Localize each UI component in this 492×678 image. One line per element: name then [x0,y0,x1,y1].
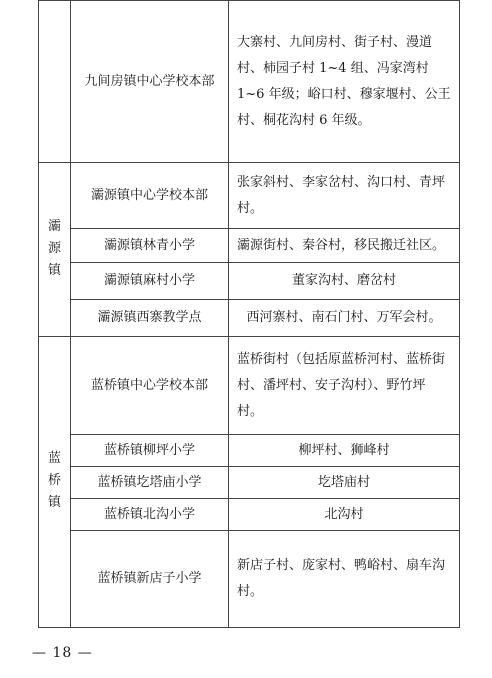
town-cell [39,1,71,163]
town-cell [39,337,71,628]
villages-cell: 柳坪村、狮峰村 [229,435,460,467]
villages-cell: 圪塔庙村 [229,467,460,499]
table-row [39,229,460,263]
table-row [39,499,460,531]
villages-cell: 灞源街村、秦谷村，移民搬迁社区。 [229,229,460,263]
school-district-table [38,0,460,628]
table-row [39,531,460,628]
table-row [39,163,460,229]
town-name: 蓝桥镇 [47,451,61,510]
town-name: 灞源镇 [47,218,61,278]
villages-cell: 新店子村、庞家村、鸭峪村、扇车沟村。 [229,531,460,628]
table-row [39,435,460,467]
villages-cell: 董家沟村、磨岔村 [229,263,460,300]
villages-cell: 张家斜村、李家岔村、沟口村、青坪村。 [229,163,460,229]
table-row [39,337,460,435]
school-cell: 九间房镇中心学校本部 [71,1,229,163]
school-cell: 蓝桥镇柳坪小学 [71,435,229,467]
villages-cell: 西河寨村、南石门村、万军会村。 [229,300,460,337]
villages-cell: 大寨村、九间房村、街子村、漫道村、柿园子村 1~4 组、冯家湾村 1~6 年级；峪口村、穆家堰村、公王村、桐花沟村 6 年级。 [229,1,460,163]
school-cell: 灞源镇西寨教学点 [71,300,229,337]
school-cell: 蓝桥镇新店子小学 [71,531,229,628]
table-row [39,300,460,337]
table-row [39,467,460,499]
school-cell: 蓝桥镇中心学校本部 [71,337,229,435]
town-cell [39,163,71,337]
table-row [39,1,460,163]
page-number: — 18 — [32,645,93,661]
school-cell: 灞源镇中心学校本部 [71,163,229,229]
villages-cell: 北沟村 [229,499,460,531]
school-cell: 灞源镇麻村小学 [71,263,229,300]
villages-cell: 蓝桥街村（包括原蓝桥河村、蓝桥街村、潘坪村、安子沟村）、野竹坪村。 [229,337,460,435]
school-cell: 蓝桥镇圪塔庙小学 [71,467,229,499]
school-cell: 蓝桥镇北沟小学 [71,499,229,531]
school-cell: 灞源镇林青小学 [71,229,229,263]
table-row [39,263,460,300]
